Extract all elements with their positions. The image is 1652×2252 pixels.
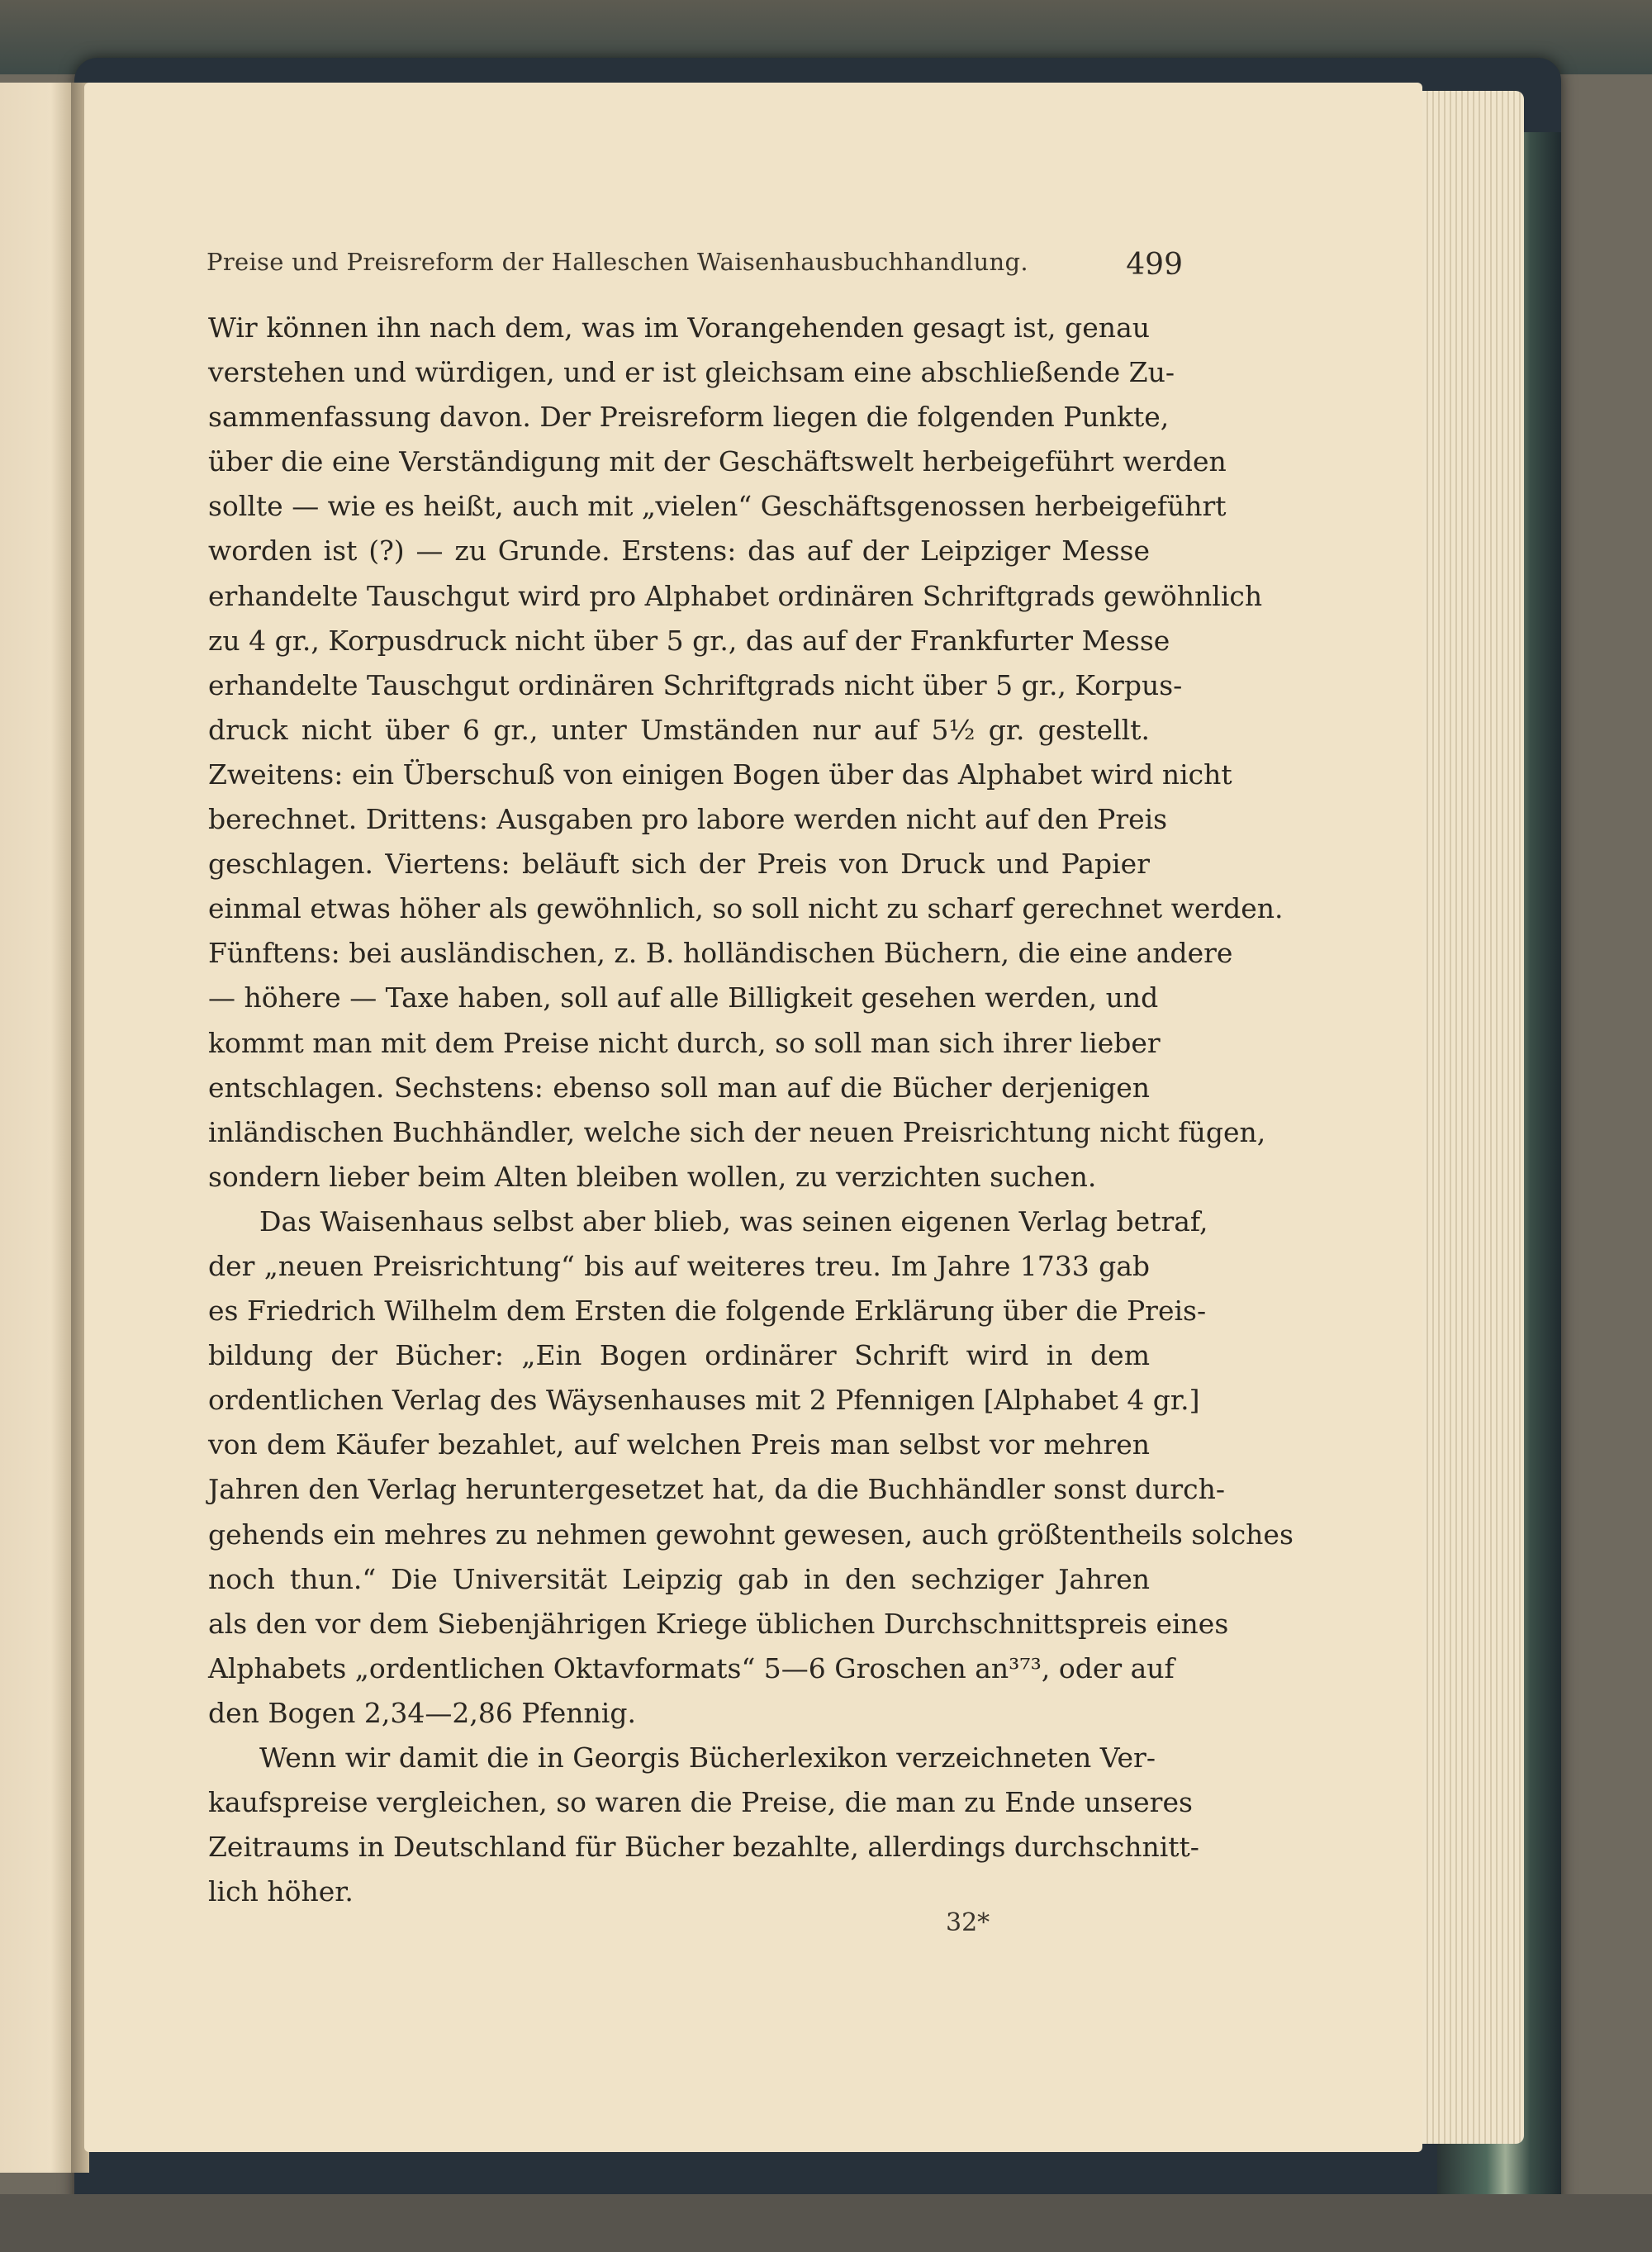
page-block-edges: [1417, 91, 1524, 2144]
running-head: Preise und Preisreform der Halleschen Waisenhausbuchhandlung.: [206, 248, 1028, 276]
text-line: druck nicht über 6 gr., unter Umständen nur auf 5½ gr. gestellt.: [208, 713, 1150, 746]
page-number: 499: [1126, 248, 1183, 282]
body-text: [208, 306, 1294, 1914]
text-line: entschlagen. Sechstens: ebenso soll man auf die Bücher derjenigen: [208, 1071, 1150, 1104]
text-line: noch thun.“ Die Universität Leipzig gab in den sechziger Jahren: [208, 1562, 1150, 1595]
text-line: der „neuen Preisrichtung“ bis auf weiteres treu. Im Jahre 1733 gab: [208, 1249, 1150, 1282]
left-page-edge: [0, 83, 73, 2173]
text-line: Zweitens: ein Überschuß von einigen Bogen über das Alphabet wird nicht: [208, 758, 1232, 791]
text-line: worden ist (?) — zu Grunde. Erstens: das auf der Leipziger Messe: [208, 534, 1150, 568]
text-line: einmal etwas höher als gewöhnlich, so soll nicht zu scharf gerechnet werden.: [208, 892, 1284, 925]
text-line: Alphabets „ordentlichen Oktavformats“ 5—6 Groschen an³⁷³, oder auf: [208, 1651, 1175, 1684]
text-line: gehends ein mehres zu nehmen gewohnt gewesen, auch größtentheils solches: [208, 1518, 1294, 1551]
text-line: den Bogen 2,34—2,86 Pfennig.: [208, 1696, 636, 1729]
text-line: über die eine Verständigung mit der Geschäftswelt herbeigeführt werden: [208, 445, 1227, 478]
text-line: Wenn wir damit die in Georgis Bücherlexikon verzeichneten Ver-: [259, 1741, 1156, 1774]
text-line: als den vor dem Siebenjährigen Kriege üblichen Durchschnittspreis eines: [208, 1607, 1229, 1640]
text-line: es Friedrich Wilhelm dem Ersten die folgende Erklärung über die Preis-: [208, 1295, 1207, 1328]
signature-mark: 32*: [946, 1908, 990, 1937]
text-line: sondern lieber beim Alten bleiben wollen, zu verzichten suchen.: [208, 1160, 1097, 1193]
text-line: erhandelte Tauschgut wird pro Alphabet ordinären Schriftgrads gewöhnlich: [208, 579, 1263, 612]
text-line: Fünftens: bei ausländischen, z. B. holländischen Büchern, die eine andere: [208, 937, 1233, 970]
text-line: von dem Käufer bezahlet, auf welchen Preis man selbst vor mehren: [208, 1428, 1150, 1461]
text-line: kommt man mit dem Preise nicht durch, so soll man sich ihrer lieber: [208, 1026, 1161, 1059]
text-line: zu 4 gr., Korpusdruck nicht über 5 gr., das auf der Frankfurter Messe: [208, 624, 1170, 657]
text-line: inländischen Buchhändler, welche sich der neuen Preisrichtung nicht fügen,: [208, 1115, 1266, 1148]
text-line: — höhere — Taxe haben, soll auf alle Billigkeit gesehen werden, und: [208, 981, 1159, 1014]
text-line: erhandelte Tauschgut ordinären Schriftgrads nicht über 5 gr., Korpus-: [208, 668, 1183, 701]
text-line: geschlagen. Viertens: beläuft sich der Preis von Druck und Papier: [208, 848, 1150, 881]
text-line: berechnet. Drittens: Ausgaben pro labore werden nicht auf den Preis: [208, 803, 1168, 836]
text-line: sammenfassung davon. Der Preisreform liegen die folgenden Punkte,: [208, 401, 1170, 434]
text-line: Jahren den Verlag heruntergesetzet hat, da die Buchhändler sonst durch-: [208, 1473, 1226, 1506]
text-line: Das Waisenhaus selbst aber blieb, was seinen eigenen Verlag betraf,: [259, 1204, 1208, 1238]
text-line: ordentlichen Verlag des Wäysenhauses mit 2 Pfennigen [Alphabet 4 gr.]: [208, 1384, 1200, 1417]
text-line: sollte — wie es heißt, auch mit „vielen“ Geschäftsgenossen herbeigeführt: [208, 490, 1227, 523]
text-line: kaufspreise vergleichen, so waren die Preise, die man zu Ende unseres: [208, 1786, 1193, 1819]
text-line: lich höher.: [208, 1875, 354, 1908]
text-line: Wir können ihn nach dem, was im Vorangehenden gesagt ist, genau: [208, 311, 1150, 344]
text-line: bildung der Bücher: „Ein Bogen ordinärer Schrift wird in dem: [208, 1339, 1150, 1372]
text-line: Zeitraums in Deutschland für Bücher bezahlte, allerdings durchschnitt-: [208, 1831, 1199, 1864]
background-bottom: [0, 2194, 1652, 2252]
text-line: verstehen und würdigen, und er ist gleichsam eine abschließende Zu-: [208, 356, 1175, 389]
